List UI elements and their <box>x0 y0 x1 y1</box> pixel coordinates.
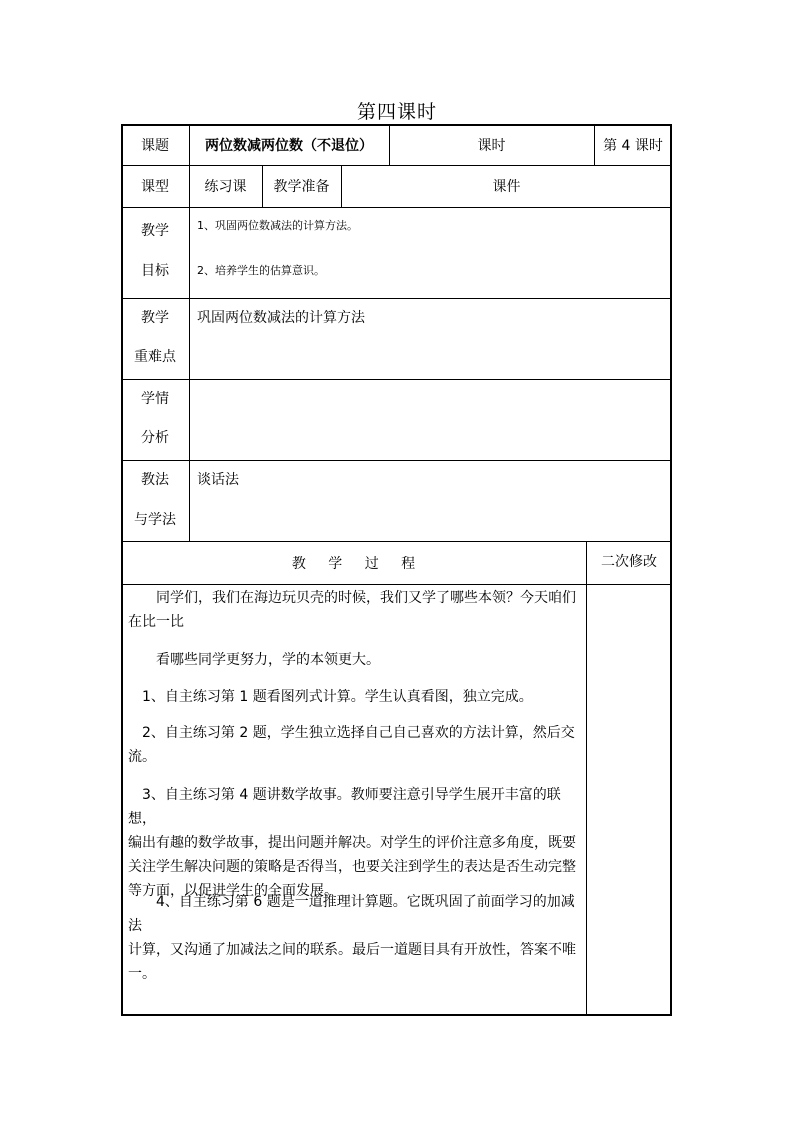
key-points-label-line2: 重难点 <box>134 349 176 365</box>
process-line: 关注学生解决问题的策略是否得当，也要关注到学生的表达是否生动完整 <box>128 859 576 875</box>
process-line: 一。 <box>128 966 156 982</box>
type-label: 课型 <box>141 179 169 195</box>
process-line: 3、自主练习第 4 题讲数学故事。教师要注意引导学生展开丰富的联想， <box>128 787 561 827</box>
learner-text <box>197 388 657 408</box>
process-paragraph <box>128 890 580 986</box>
method-label-line2: 与学法 <box>134 512 176 528</box>
learner-label-line1: 学情 <box>141 391 169 407</box>
key-points-text: 巩固两位数减法的计算方法 <box>197 310 365 326</box>
method-label-line1: 教法 <box>141 472 169 488</box>
prep-value: 课件 <box>492 179 521 195</box>
page-title: 第四课时 <box>356 101 437 123</box>
process-paragraph: 看哪些同学更努力，学的本领更大。 <box>156 652 380 668</box>
period-label: 课时 <box>477 137 506 154</box>
prep-label: 教学准备 <box>273 179 330 195</box>
process-line: 编出有趣的数学故事，提出问题并解决。对学生的评价注意多角度，既要 <box>128 835 576 851</box>
revision-header: 二次修改 <box>601 554 657 570</box>
goal-item: 2、培养学生的估算意识。 <box>197 264 325 277</box>
process-line: 等方面，以促进学生的全面发展。 <box>128 883 338 899</box>
row-divider <box>121 298 672 299</box>
type-value: 练习课 <box>204 179 247 195</box>
process-paragraph <box>128 783 580 903</box>
process-paragraph: 2、自主练习第 2 题，学生独立选择自己自己喜欢的方法计算，然后交流。 <box>128 725 575 765</box>
method-text: 谈话法 <box>197 472 239 488</box>
row-divider <box>121 460 672 461</box>
process-paragraph: 1、自主练习第 1 题看图列式计算。学生认真看图，独立完成。 <box>142 689 533 705</box>
row-divider <box>121 584 672 585</box>
process-line: 计算，又沟通了加减法之间的联系。最后一道题目具有开放性，答案不唯 <box>128 942 576 958</box>
topic-value: 两位数减两位数（不退位） <box>205 137 373 154</box>
key-points-label-line1: 教学 <box>141 310 169 326</box>
col-divider <box>586 541 587 1016</box>
row-divider <box>121 379 672 380</box>
process-paragraph <box>128 586 580 634</box>
learner-label-line2: 分析 <box>141 430 169 446</box>
goal-item: 1、巩固两位数减法的计算方法。 <box>197 219 358 232</box>
process-line: 在比一比 <box>128 614 184 630</box>
goals-label-line2: 目标 <box>141 263 169 279</box>
goals-label-line1: 教学 <box>141 223 169 239</box>
process-line: 4、自主练习第 6 题是一道推理计算题。它既巩固了前面学习的加减法 <box>128 894 575 934</box>
topic-label: 课题 <box>141 137 169 154</box>
row-divider <box>121 207 672 208</box>
process-line: 同学们，我们在海边玩贝壳的时候，我们又学了哪些本领？今天咱们 <box>156 590 576 606</box>
period-value: 第 4 课时 <box>603 137 663 154</box>
process-header: 教 学 过 程 <box>291 555 416 572</box>
